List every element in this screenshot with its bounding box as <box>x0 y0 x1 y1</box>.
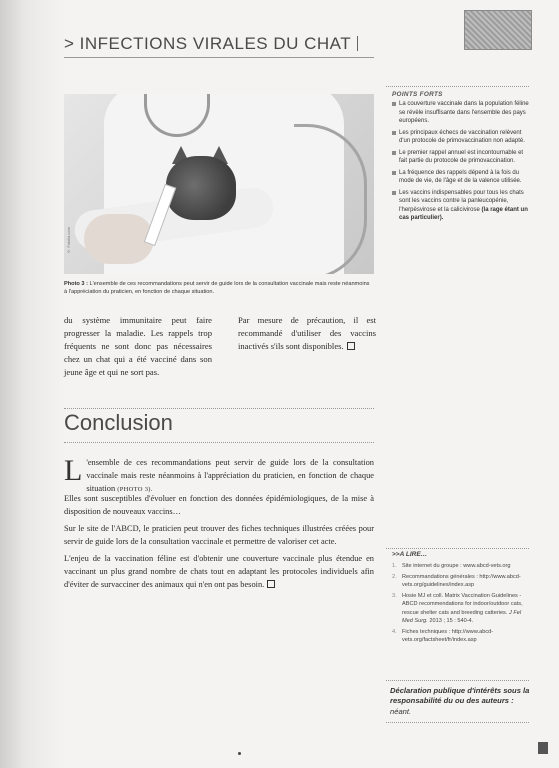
reference-item <box>392 573 529 589</box>
drop-cap: L <box>64 454 83 487</box>
end-of-article-mark <box>267 580 275 588</box>
bullet-square-icon <box>392 131 396 135</box>
conclusion-paragraph-2: Elles sont susceptibles d'évoluer en fonction des données épidémiologiques, de la mise à disposition de nouveaux vaccins… <box>64 494 374 517</box>
page-dot <box>238 752 241 755</box>
points-forts-box <box>386 86 529 226</box>
reference-item <box>392 628 529 644</box>
section-header <box>64 34 358 54</box>
list-item <box>392 129 529 146</box>
bullet-square-icon <box>392 102 396 106</box>
reference-journal: J Fel Med Surg. <box>402 609 522 624</box>
end-of-article-mark <box>347 342 355 350</box>
reference-number: 1. <box>392 563 397 569</box>
declaration-value: néant. <box>390 706 412 716</box>
photo-stethoscope-tube-shape <box>294 124 367 274</box>
photo-hand-shape <box>84 214 154 264</box>
section-header-text: > INFECTIONS VIRALES DU CHAT <box>64 34 352 53</box>
reference-text: Recommandations générales : http://www.abcd-vets.org/guidelines/index.asp <box>402 574 521 589</box>
conclusion-paragraph-4 <box>64 552 374 591</box>
reference-item <box>392 592 529 624</box>
points-forts-item: Les principaux échecs de vaccination relèvent d'un protocole de primovaccination non adapté. <box>399 129 525 145</box>
bullet-square-icon <box>392 151 396 155</box>
points-forts-item-bold: (la rage étant un cas particulier). <box>399 206 528 222</box>
declaration-rule-top <box>386 680 529 681</box>
reference-item <box>392 562 529 570</box>
photo-credit: © Fotolia.com <box>66 227 71 254</box>
reference-number: 4. <box>392 628 397 635</box>
photo-caption-label: Photo 3 : <box>64 281 88 287</box>
section-rule-top <box>64 408 374 409</box>
conclusion-p4-text: L'enjeu de la vaccination féline est d'obtenir une couverture vaccinale plus étendue en vaccinant un plus grand nombre de chats tout en adaptant les protocoles individuels afin d'éviter de survacciner des animaux qui n'en ont pas besoin. <box>64 554 374 590</box>
declaration-box <box>390 686 530 717</box>
declaration-label: Déclaration publique d'intérêts sous la responsabilité du ou des auteurs : <box>390 686 530 706</box>
corner-tab-mark <box>464 10 532 50</box>
a-lire-box <box>386 548 529 647</box>
points-forts-item: Les vaccins indispensables pour tous les chats sont les vaccins contre la panleucopénie, l'herpèsvirose et la calicivirose <box>399 189 524 213</box>
points-forts-item: Le premier rappel annuel est incontournable et fait partie du protocole de primovaccination. <box>399 149 524 165</box>
conclusion-heading: Conclusion <box>64 410 173 435</box>
body-text-left: du système immunitaire peut faire progresser la maladie. Les rappels trop fréquents ne sont donc pas nécessaires chez un chat qui a été vacciné dans son jeune âge et qui ne sort pas. <box>64 315 212 378</box>
photo-caption-text: L'ensemble de ces recommandations peut servir de guide lors de la consultation vaccinale mais reste néanmoins à l'appréciation du praticien, en fonction de chaque situation. <box>64 281 370 296</box>
reference-tail: 2013 ; 15 : 540-4. <box>429 617 474 624</box>
photo-vet-kitten <box>64 94 374 274</box>
reference-text: Site internet du groupe : www.abcd-vets.org <box>402 563 511 569</box>
header-divider <box>357 36 358 51</box>
reference-number: 3. <box>392 593 397 600</box>
a-lire-title: >>A LIRE… <box>392 551 428 558</box>
photo-reference: (PHOTO 3). <box>117 486 153 494</box>
reference-list <box>386 562 529 644</box>
body-text-right-content: Par mesure de précaution, il est recommandé d'utiliser des vaccins inactivés s'ils sont disponibles. <box>238 315 376 352</box>
conclusion-p1-text: 'ensemble de ces recommandations peut servir de guide lors de la consultation vaccinale mais reste néanmoins à l'appréciation du praticien, en fonction de chaque situation <box>86 458 374 494</box>
spine-shadow <box>0 0 64 768</box>
bullet-square-icon <box>392 191 396 195</box>
points-forts-list <box>386 100 529 223</box>
page-marker <box>538 742 548 754</box>
points-forts-title: POINTS FORTS <box>392 91 443 98</box>
declaration-rule-bottom <box>386 722 529 723</box>
photo-kitten-shape <box>166 156 236 220</box>
points-forts-item: La fréquence des rappels dépend à la fois du mode de vie, de l'âge et de la valence utilisée. <box>399 169 522 185</box>
bullet-square-icon <box>392 171 396 175</box>
reference-text: Fiches techniques : http://www.abcd-vets.org/factsheet/fr/index.asp <box>402 628 494 643</box>
list-item <box>392 169 529 186</box>
photo-caption <box>64 280 374 296</box>
reference-text: Hosie MJ et coll. Matrix Vaccination Guidelines - ABCD recommendations for indoor/outdoor cats, rescue shelter cats and breeding catteries. <box>402 593 523 616</box>
points-forts-item: La couverture vaccinale dans la population féline se révèle insuffisante dans l'ensemble des pays européens. <box>399 101 529 125</box>
list-item <box>392 149 529 166</box>
conclusion-paragraph-1 <box>64 456 374 495</box>
section-rule-bottom <box>64 442 374 443</box>
body-text-right <box>238 314 376 353</box>
list-item <box>392 100 529 126</box>
conclusion-paragraph-3: Sur le site de l'ABCD, le praticien peut trouver des fiches techniques illustrées créées pour servir de guide lors de la consultation vaccinale et permettre de valoriser cet acte. <box>64 524 374 547</box>
header-rule <box>64 57 374 58</box>
reference-number: 2. <box>392 574 397 581</box>
list-item <box>392 189 529 223</box>
